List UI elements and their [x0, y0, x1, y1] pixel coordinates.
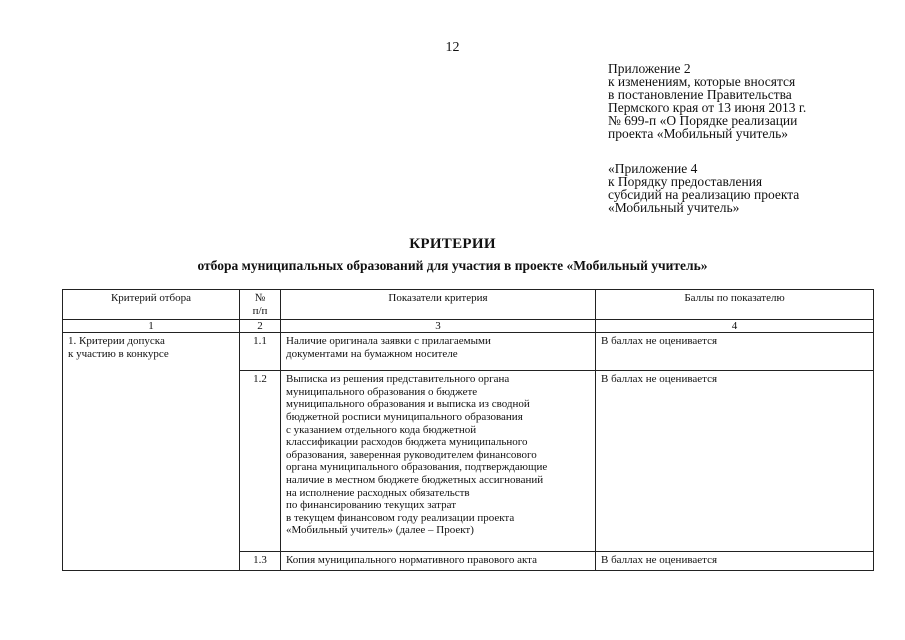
appendix-4-line: к Порядку предоставления — [608, 174, 763, 189]
points-cell: В баллах не оценивается — [596, 333, 874, 371]
indicator-line: бюджетной росписи муниципального образования — [286, 410, 523, 423]
row-number: 1.3 — [240, 552, 281, 571]
page-number: 12 — [445, 40, 460, 55]
table-header-row — [63, 290, 874, 320]
indicator-cell — [281, 333, 596, 371]
indicator-line: муниципального образования и выписка из сводной — [286, 398, 530, 411]
indicator-line: по финансированию текущих затрат — [286, 499, 457, 512]
group-criterion-cell-continued — [63, 552, 240, 571]
column-number-row — [63, 320, 874, 333]
header-indicators: Показатели критерия — [281, 290, 596, 320]
appendix-2-block — [608, 62, 898, 140]
appendix-2-line: в постановление Правительства — [608, 87, 792, 102]
document-title: КРИТЕРИИ — [409, 236, 496, 252]
indicator-cell — [281, 371, 596, 552]
group-criterion-cell — [63, 333, 240, 371]
points-cell: В баллах не оценивается — [596, 371, 874, 552]
indicator-cell — [281, 552, 596, 571]
indicator-line: документами на бумажном носителе — [286, 347, 458, 360]
header-number — [240, 290, 281, 320]
table-row — [63, 371, 874, 552]
group-criterion-cell-continued — [63, 371, 240, 552]
indicator-line: на исполнение расходных обязательств — [286, 486, 470, 499]
appendix-4-line: субсидий на реализацию проекта — [608, 187, 800, 202]
indicator-line: образования, заверенная руководителем финансового — [286, 448, 537, 461]
indicator-line: муниципального образования о бюджете — [286, 385, 478, 398]
indicator-line: органа муниципального образования, подтверждающие — [286, 461, 548, 474]
column-number: 1 — [63, 320, 240, 333]
appendix-4-line: «Приложение 4 — [608, 161, 698, 176]
indicator-line: в текущем финансовом году реализации проекта — [286, 511, 515, 524]
document-subtitle: отбора муниципальных образований для участия в проекте «Мобильный учитель» — [197, 258, 708, 273]
indicator-line: с указанием отдельного кода бюджетной — [286, 423, 477, 436]
column-number: 3 — [281, 320, 596, 333]
column-number: 4 — [596, 320, 874, 333]
appendix-2-line: проекта «Мобильный учитель» — [608, 126, 789, 141]
appendix-2-line: Пермского края от 13 июня 2013 г. — [608, 100, 807, 115]
column-number: 2 — [240, 320, 281, 333]
table-row — [63, 552, 874, 571]
appendix-2-line: № 699-п «О Порядке реализации — [608, 113, 798, 128]
appendix-4-line: «Мобильный учитель» — [608, 200, 740, 215]
indicator-line: наличие в местном бюджете бюджетных ассигнований — [286, 473, 544, 486]
indicator-line: классификации расходов бюджета муниципального — [286, 436, 528, 449]
points-cell: В баллах не оценивается — [596, 552, 874, 571]
header-number-label: № — [254, 292, 266, 304]
header-number-sub: п/п — [252, 304, 268, 317]
row-number: 1.2 — [240, 371, 281, 552]
table-row — [63, 333, 874, 371]
indicator-line: Копия муниципального нормативного правового акта — [286, 554, 537, 567]
criteria-table — [62, 289, 874, 571]
group-line: к участию в конкурсе — [68, 347, 169, 360]
appendix-2-line: Приложение 2 — [608, 61, 691, 76]
header-criterion: Критерий отбора — [63, 290, 240, 320]
indicator-line: Наличие оригинала заявки с прилагаемыми — [286, 335, 491, 348]
row-number: 1.1 — [240, 333, 281, 371]
appendix-2-line: к изменениям, которые вносятся — [608, 74, 796, 89]
indicator-line: Выписка из решения представительного органа — [286, 373, 510, 386]
header-points: Баллы по показателю — [596, 290, 874, 320]
appendix-4-block — [608, 162, 898, 214]
indicator-line: «Мобильный учитель» (далее – Проект) — [286, 524, 474, 537]
group-line: 1. Критерии допуска — [68, 335, 165, 348]
